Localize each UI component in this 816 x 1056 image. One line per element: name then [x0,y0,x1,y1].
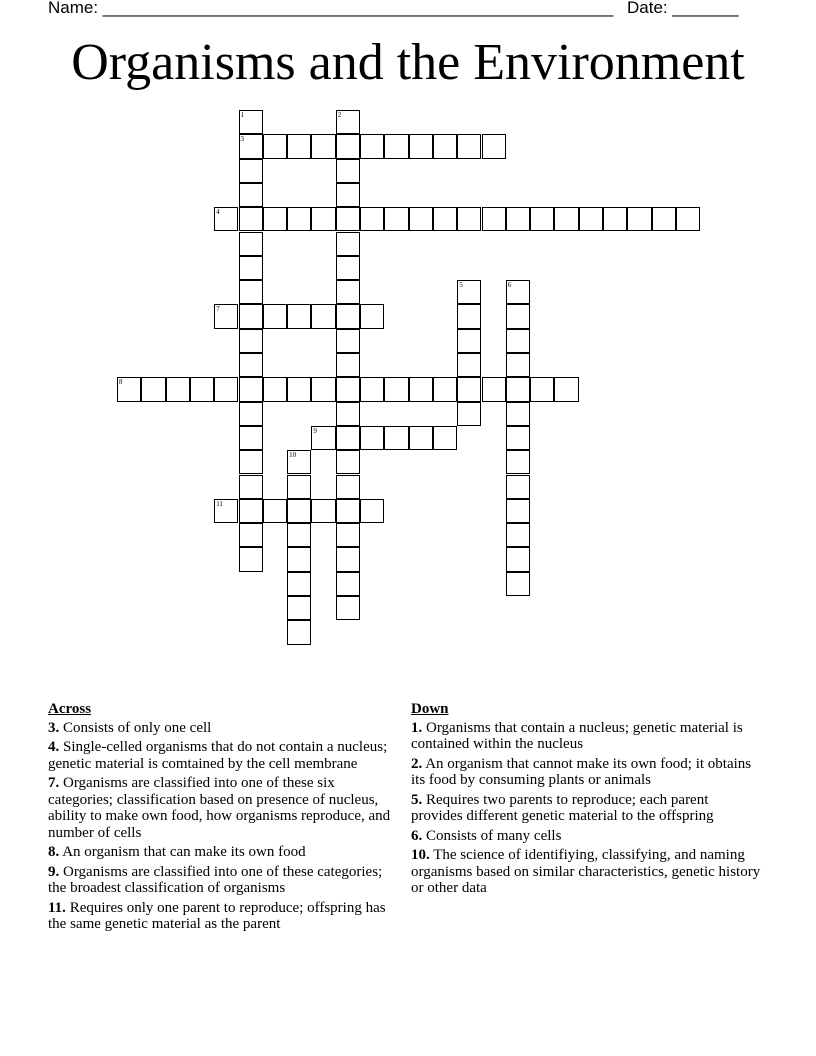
grid-cell[interactable] [457,377,481,401]
grid-cell[interactable] [360,207,384,231]
grid-cell[interactable] [336,547,360,571]
grid-cell[interactable] [239,475,263,499]
grid-cell[interactable] [214,304,238,328]
grid-cell[interactable] [627,207,651,231]
grid-cell[interactable] [239,402,263,426]
grid-cell[interactable] [554,377,578,401]
grid-cell[interactable] [239,547,263,571]
grid-cell[interactable] [506,329,530,353]
grid-cell[interactable] [117,377,141,401]
clue-text: Consists of many cells [426,827,562,844]
grid-cell[interactable] [506,523,530,547]
grid-cell[interactable] [457,402,481,426]
grid-cell[interactable] [506,426,530,450]
clue-number: 5. [411,791,423,808]
grid-cell[interactable] [336,377,360,401]
grid-cell[interactable] [287,450,311,474]
clue-text: The science of identifiying, classifying, and naming organisms based on similar characteristics, genetic history or other data [411,847,761,896]
grid-cell[interactable] [506,450,530,474]
grid-cell[interactable] [336,499,360,523]
grid-cell[interactable] [360,134,384,158]
clue-number: 7. [48,775,60,791]
grid-cell[interactable] [336,280,360,304]
clue-number-label: 3 [240,135,244,144]
grid-cell[interactable] [239,232,263,256]
grid-cell[interactable] [506,475,530,499]
grid-cell[interactable] [384,134,408,158]
grid-cell[interactable] [311,304,335,328]
date-field[interactable]: Date: _______ [627,0,739,17]
grid-cell[interactable] [336,353,360,377]
clue-text: Organisms are classified into one of these six categories; classification based on presence of nucleus, ability to make own food, how organisms reproduce, and number of cells [48,775,391,841]
clue-number: 10. [411,847,430,863]
grid-cell[interactable] [214,377,238,401]
grid-cell[interactable] [409,134,433,158]
grid-cell[interactable] [336,110,360,134]
page-title: Organisms and the Environment [71,34,745,91]
grid-cell[interactable] [336,159,360,183]
grid-cell[interactable] [506,304,530,328]
grid-cell[interactable] [482,207,506,231]
clue-number-label: 5 [459,281,463,290]
across-clue [48,900,400,933]
grid-cell[interactable] [263,499,287,523]
clue-number-label: 6 [507,281,512,290]
clue-number-label: 1 [240,111,244,119]
grid-cell[interactable] [239,280,263,304]
grid-cell[interactable] [263,304,287,328]
grid-cell[interactable] [287,475,311,499]
across-clue [48,775,400,841]
grid-cell[interactable] [336,232,360,256]
clue-number-label: 10 [289,451,297,460]
grid-cell[interactable] [603,207,627,231]
grid-cell[interactable] [166,377,190,401]
grid-cell[interactable] [336,256,360,280]
grid-cell[interactable] [336,329,360,353]
grid-cell[interactable] [287,499,311,523]
grid-cell[interactable] [554,207,578,231]
grid-cell[interactable] [433,377,457,401]
grid-cell[interactable] [457,329,481,353]
grid-cell[interactable] [482,134,506,158]
grid-cell[interactable] [239,207,263,231]
clue-text: An organism that cannot make its own food; it obtains its food by consuming plants or animals [411,755,752,788]
clue-number-label: 9 [313,426,317,435]
grid-cell[interactable] [336,572,360,596]
grid-cell[interactable] [360,426,384,450]
grid-cell[interactable] [433,134,457,158]
grid-cell[interactable] [287,377,311,401]
grid-cell[interactable] [652,207,676,231]
grid-cell[interactable] [482,377,506,401]
grid-cell[interactable] [336,304,360,328]
grid-cell[interactable] [457,304,481,328]
grid-cell[interactable] [506,207,530,231]
grid-cell[interactable] [506,499,530,523]
down-clues [411,701,761,900]
grid-cell[interactable] [506,402,530,426]
grid-cell[interactable] [239,426,263,450]
grid-cell[interactable] [311,134,335,158]
grid-cell[interactable] [239,110,263,134]
grid-cell[interactable] [311,499,335,523]
grid-cell[interactable] [457,280,481,304]
down-clue [411,720,761,753]
grid-cell[interactable] [360,499,384,523]
name-field[interactable]: Name: ______________________________________________________ [48,0,614,17]
across-clue [48,844,400,861]
grid-cell[interactable] [311,207,335,231]
grid-cell[interactable] [506,280,530,304]
grid-cell[interactable] [506,377,530,401]
grid-cell[interactable] [457,134,481,158]
grid-cell[interactable] [336,183,360,207]
grid-cell[interactable] [287,547,311,571]
grid-cell[interactable] [287,620,311,644]
grid-cell[interactable] [287,304,311,328]
grid-cell[interactable] [239,499,263,523]
grid-cell[interactable] [409,207,433,231]
down-clue [411,792,761,825]
grid-cell[interactable] [336,207,360,231]
clue-text: Organisms that contain a nucleus; genetic material is contained within the nucleus [411,719,743,752]
grid-cell[interactable] [433,207,457,231]
grid-cell[interactable] [287,596,311,620]
across-clue [48,720,400,737]
grid-cell[interactable] [263,134,287,158]
grid-cell[interactable] [239,450,263,474]
clue-text: Requires only one parent to reproduce; offspring has the same genetic material as the parent [48,899,386,932]
grid-cell[interactable] [409,426,433,450]
grid-cell[interactable] [409,377,433,401]
grid-cell[interactable] [384,426,408,450]
grid-cell[interactable] [239,159,263,183]
grid-cell[interactable] [506,572,530,596]
clue-number-label: 11 [216,499,223,508]
grid-cell[interactable] [336,402,360,426]
grid-cell[interactable] [239,183,263,207]
grid-cell[interactable] [190,377,214,401]
grid-cell[interactable] [336,596,360,620]
grid-cell[interactable] [287,523,311,547]
grid-cell[interactable] [239,304,263,328]
grid-cell[interactable] [336,134,360,158]
clue-number: 3. [48,719,60,736]
grid-cell[interactable] [263,207,287,231]
grid-cell[interactable] [239,523,263,547]
grid-cell[interactable] [384,377,408,401]
clue-number-label: 4 [216,208,220,217]
grid-cell[interactable] [530,377,554,401]
clue-text: Consists of only one cell [63,719,212,736]
grid-cell[interactable] [676,207,700,231]
across-clue [48,864,400,897]
grid-cell[interactable] [506,547,530,571]
across-clues [48,701,400,936]
clue-number-label: 8 [119,378,123,387]
clue-number: 11. [48,899,66,916]
grid-cell[interactable] [287,207,311,231]
grid-cell[interactable] [579,207,603,231]
down-clue [411,828,761,845]
grid-cell[interactable] [336,475,360,499]
grid-cell[interactable] [530,207,554,231]
clue-number-label: 2 [337,111,342,119]
grid-cell[interactable] [336,523,360,547]
grid-cell[interactable] [239,329,263,353]
clue-number: 4. [48,739,60,755]
grid-cell[interactable] [360,304,384,328]
grid-cell[interactable] [506,353,530,377]
down-clue [411,847,761,897]
clue-number: 2. [411,755,423,772]
grid-cell[interactable] [457,353,481,377]
clue-number: 6. [411,827,423,844]
grid-cell[interactable] [384,207,408,231]
grid-cell[interactable] [336,426,360,450]
grid-cell[interactable] [141,377,165,401]
clue-text: Requires two parents to reproduce; each parent provides different genetic material to the offspring [411,791,714,824]
grid-cell[interactable] [239,134,263,158]
clue-number: 1. [411,719,423,736]
grid-cell[interactable] [214,207,238,231]
grid-cell[interactable] [311,377,335,401]
grid-cell[interactable] [287,134,311,158]
grid-cell[interactable] [239,377,263,401]
across-clue [48,739,400,772]
clue-number: 8. [48,844,60,860]
grid-cell[interactable] [263,377,287,401]
grid-cell[interactable] [336,450,360,474]
grid-cell[interactable] [239,256,263,280]
grid-cell[interactable] [287,572,311,596]
clue-number-label: 7 [216,305,220,314]
grid-cell[interactable] [311,426,335,450]
grid-cell[interactable] [214,499,238,523]
grid-cell[interactable] [360,377,384,401]
down-heading: Down [411,701,449,717]
clue-text: An organism that can make its own food [62,844,306,860]
clue-text: Single-celled organisms that do not contain a nucleus; genetic material is comtained by the cell membrane [48,739,388,772]
across-heading: Across [48,701,92,717]
down-clue [411,756,761,789]
clue-number: 9. [48,863,60,880]
grid-cell[interactable] [433,426,457,450]
grid-cell[interactable] [239,353,263,377]
clue-text: Organisms are classified into one of these categories; the broadest classification of organisms [48,863,383,896]
grid-cell[interactable] [457,207,481,231]
